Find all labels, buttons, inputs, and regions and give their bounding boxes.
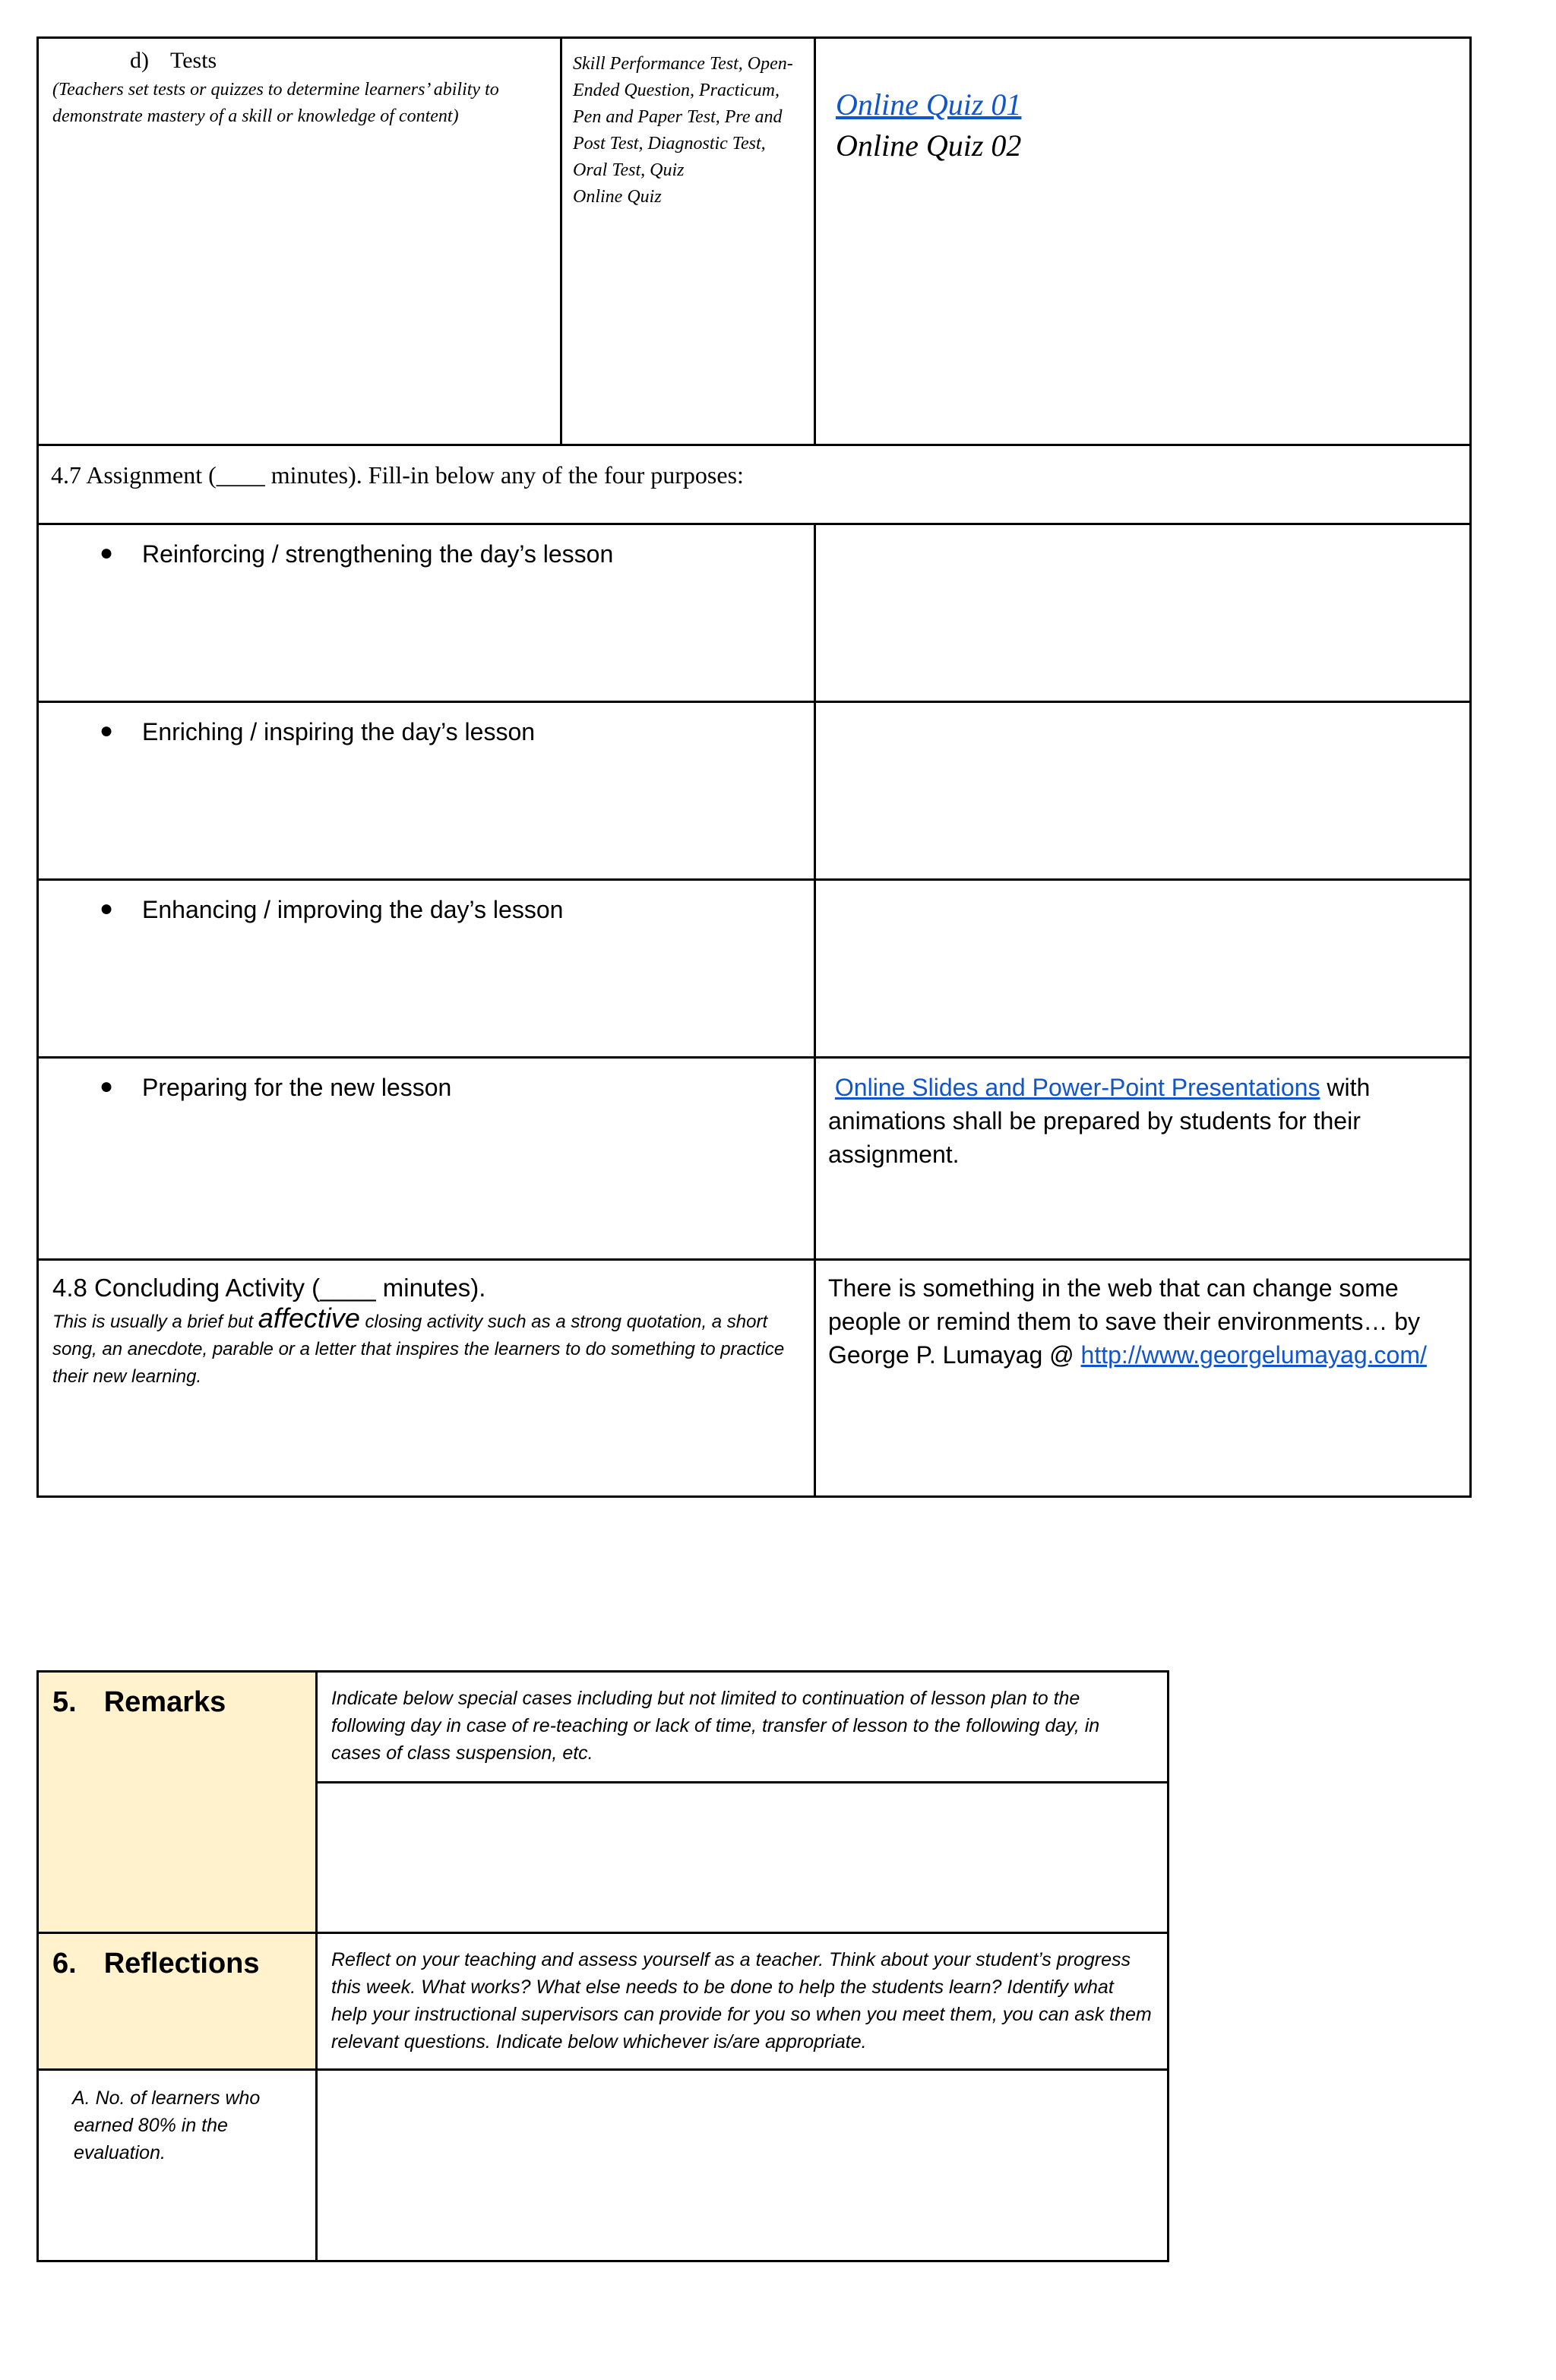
assignment-title: 4.7 Assignment (____ minutes). Fill-in below any of the four purposes: — [51, 461, 744, 489]
tests-heading — [39, 48, 560, 74]
purpose-input-3[interactable] — [815, 880, 1471, 1058]
tests-marker: d) — [130, 48, 149, 73]
tests-types: Skill Performance Test, Open-Ended Question, Practicum, Pen and Paper Test, Pre and Post Test, Diagnostic Test, Oral Test, Quiz — [573, 54, 793, 180]
purpose-input-4 — [815, 1058, 1471, 1260]
remarks-number: 5. — [52, 1686, 77, 1718]
bullet-icon: ● — [100, 896, 114, 921]
purpose-cell-2 — [38, 702, 815, 880]
reflections-desc-cell — [317, 1933, 1169, 2070]
remarks-title: Remarks — [103, 1686, 226, 1718]
reflections-row — [38, 1933, 1169, 2070]
assignment-title-row — [38, 445, 1471, 524]
concluding-description: This is usually a brief but affective closing activity such as a strong quotation, a short song, an anecdote, parable or a letter that inspires the learners to do something to practice their new learning. — [52, 1302, 785, 1387]
purpose-enhancing: Enhancing / improving the day’s lesson — [142, 896, 564, 923]
purpose-reinforcing: Reinforcing / strengthening the day’s lesson — [142, 540, 614, 568]
bullet-icon: ● — [100, 1074, 114, 1099]
georgelumayag-link[interactable]: http://www.georgelumayag.com/ — [1080, 1341, 1427, 1369]
learners-input[interactable] — [317, 2070, 1169, 2261]
remarks-description: Indicate below special cases including but not limited to continuation of lesson plan to the following day in case of re-teaching or lack of time, transfer of lesson to the following day, in cases of class suspension, etc. — [331, 1688, 1100, 1764]
tests-title: Tests — [170, 48, 217, 73]
concluding-label-cell — [38, 1260, 815, 1497]
remarks-reflections-table — [36, 1670, 1169, 2262]
lesson-plan-table — [36, 36, 1472, 1498]
tests-types-extra: Online Quiz — [573, 187, 662, 207]
reflections-number: 6. — [52, 1948, 77, 1980]
concluding-quote: There is something in the web that can change some people or remind them to save their environments… by George P. Lumayag @ — [828, 1274, 1421, 1369]
tests-label-cell — [38, 38, 561, 445]
tests-quiz-cell — [815, 38, 1471, 445]
purpose-cell-1 — [38, 524, 815, 702]
tests-row — [38, 38, 1471, 445]
reflections-title: Reflections — [103, 1948, 260, 1980]
learners-row — [38, 2070, 1169, 2261]
concluding-row — [38, 1260, 1471, 1497]
reflections-label-cell — [38, 1933, 317, 2070]
concluding-title: 4.8 Concluding Activity (____ minutes). — [52, 1274, 486, 1302]
purpose-cell-4 — [38, 1058, 815, 1260]
remarks-input[interactable] — [317, 1783, 1169, 1933]
purpose-input-2[interactable] — [815, 702, 1471, 880]
online-quiz-02-text: Online Quiz 02 — [836, 128, 1022, 163]
learners-label-cell — [38, 2070, 317, 2261]
bullet-icon: ● — [100, 540, 114, 565]
online-quiz-01-link[interactable]: Online Quiz 01 — [836, 87, 1022, 122]
learners-80-label: A. No. of learners who earned 80% in the evaluation. — [72, 2087, 261, 2163]
purpose-preparing: Preparing for the new lesson — [142, 1074, 452, 1101]
assignment-row-4 — [38, 1058, 1471, 1260]
remarks-row — [38, 1672, 1169, 1783]
tests-description: (Teachers set tests or quizzes to determine learners’ ability to demonstrate mastery of a skill or knowledge of content) — [52, 80, 499, 126]
bullet-icon: ● — [100, 718, 114, 743]
concluding-content-cell — [815, 1260, 1471, 1497]
prep-text: with animations shall be prepared by students for their assignment. — [828, 1074, 1371, 1168]
purpose-enriching: Enriching / inspiring the day’s lesson — [142, 718, 536, 745]
assignment-title-cell — [38, 445, 1471, 524]
assignment-row-1 — [38, 524, 1471, 702]
purpose-cell-3 — [38, 880, 815, 1058]
remarks-label-cell — [38, 1672, 317, 1933]
purpose-input-1[interactable] — [815, 524, 1471, 702]
assignment-row-2 — [38, 702, 1471, 880]
reflections-description: Reflect on your teaching and assess yourself as a teacher. Think about your student’s progress this week. What works? What else needs to be done to help the students learn? Identify what help your instructional supervisors can provide for you so when you meet them, you can ask them relevant questions. Indicate below whichever is/are appropriate. — [331, 1949, 1152, 2052]
remarks-desc-cell — [317, 1672, 1169, 1783]
online-slides-link[interactable]: Online Slides and Power-Point Presentations — [834, 1074, 1320, 1101]
assignment-row-3 — [38, 880, 1471, 1058]
tests-types-cell — [561, 38, 815, 445]
